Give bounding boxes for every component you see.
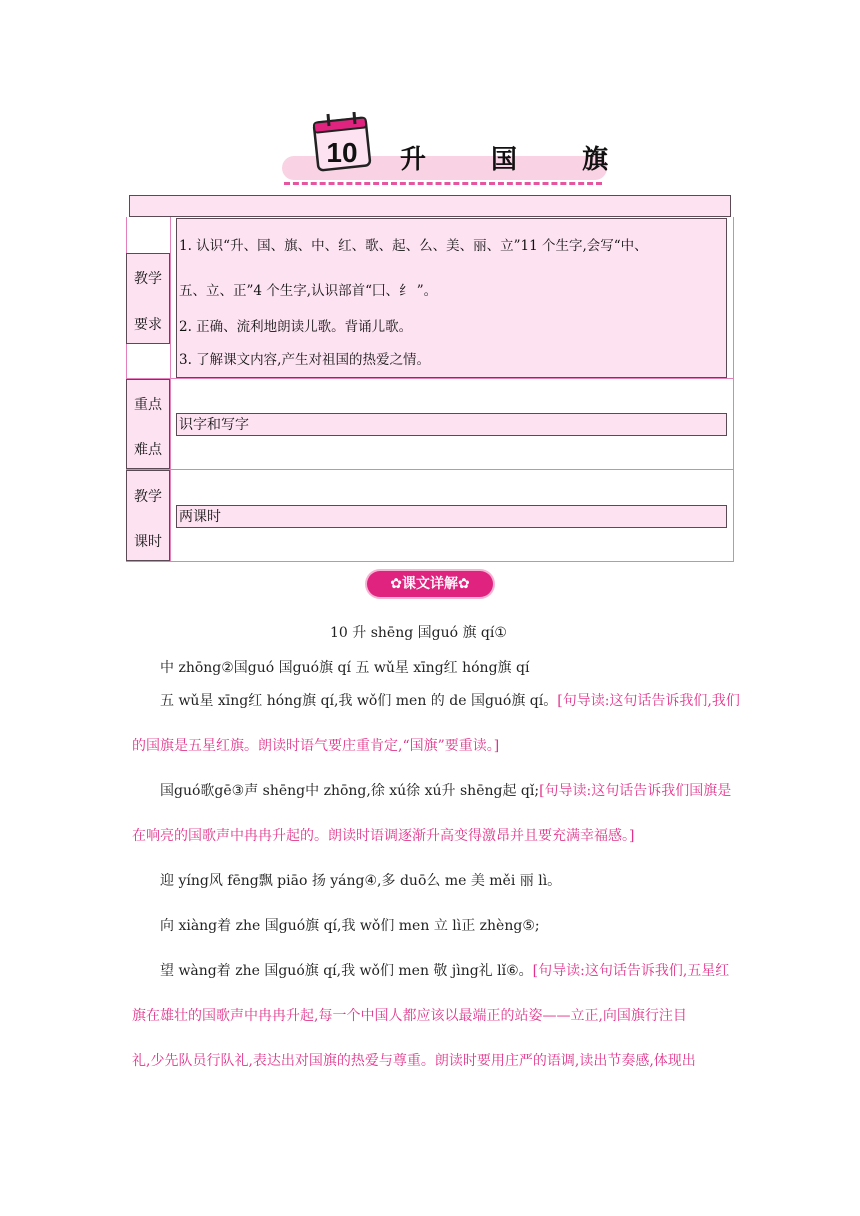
text-title: 10 升 shēng 国guó 旗 qí①: [330, 625, 507, 641]
requirement-line-1: 1. 认识“升、国、旗、中、红、歌、起、么、美、丽、立”11 个生字,会写“中、: [179, 238, 648, 254]
table-column-divider: [170, 217, 171, 562]
table-border-right: [733, 217, 734, 562]
page-title: 升 国 旗: [400, 145, 637, 175]
guide-6b: 旗在雄壮的国歌声中冉冉升起,每一个中国人都应该以最端正的站姿——立正,向国旗行注目: [132, 1008, 687, 1024]
text-line-2: 五 wǔ星 xīng红 hóng旗 qí,我 wǒ们 men 的 de 国guó旗 qí。[句导读:这句话告诉我们,我们: [160, 693, 740, 709]
table-row-divider-1: [126, 378, 734, 379]
text-line-3: 国guó歌gē③声 shēng中 zhōng,徐 xú徐 xú升 shēng起 qǐ;[句导读:这句话告诉我们国旗是: [160, 783, 732, 799]
requirements-content: [176, 218, 727, 378]
lesson-number: 10: [326, 137, 358, 168]
guide-2b: 的国旗是五星红旗。朗读时语气要庄重肯定,“国旗”要重读。]: [132, 738, 500, 754]
table-border-bottom: [126, 561, 734, 562]
requirement-line-3: 2. 正确、流利地朗读儿歌。背诵儿歌。: [179, 319, 413, 335]
guide-3a: [句导读:这句话告诉我们国旗是: [539, 783, 732, 799]
key-points-value: 识字和写字: [176, 413, 727, 436]
table-top-bar: [129, 195, 731, 217]
text-line-6: 望 wàng着 zhe 国guó旗 qí,我 wǒ们 men 敬 jìng礼 lǐ⑥。[句导读:这句话告诉我们,五星红: [160, 963, 730, 979]
text-line-4: 迎 yíng风 fēng飘 piāo 扬 yáng④,多 duō么 me 美 měi 丽 lì。: [160, 873, 562, 889]
guide-2a: [句导读:这句话告诉我们,我们: [557, 693, 740, 709]
hours-value: 两课时: [176, 505, 727, 528]
guide-6c: 礼,少先队员行队礼,表达出对国旗的热爱与尊重。朗读时要用庄严的语调,读出节奏感,体现出: [132, 1053, 696, 1069]
key-points-label: 重点 难点: [126, 379, 170, 469]
guide-6a: [句导读:这句话告诉我们,五星红: [532, 963, 730, 979]
requirements-label: 教学 要求: [126, 253, 170, 344]
section-badge: ✿课文详解✿: [367, 571, 493, 597]
requirement-line-2: 五、立、正”4 个生字,认识部首“囗、纟 ”。: [179, 283, 438, 299]
hours-label: 教学 课时: [126, 470, 170, 561]
calendar-icon: [312, 112, 374, 172]
text-line-5: 向 xiàng着 zhe 国guó旗 qí,我 wǒ们 men 立 lì正 zhèng⑤;: [160, 918, 540, 934]
text-line-1: 中 zhōng②国guó 国guó旗 qí 五 wǔ星 xīng红 hóng旗 qí: [160, 660, 530, 676]
table-row-divider-2: [126, 469, 734, 470]
guide-3b: 在响亮的国歌声中冉冉升起的。朗读时语调逐渐升高变得激昂并且要充满幸福感。]: [132, 828, 635, 844]
requirement-line-4: 3. 了解课文内容,产生对祖国的热爱之情。: [179, 352, 430, 368]
title-underline: [284, 182, 602, 185]
